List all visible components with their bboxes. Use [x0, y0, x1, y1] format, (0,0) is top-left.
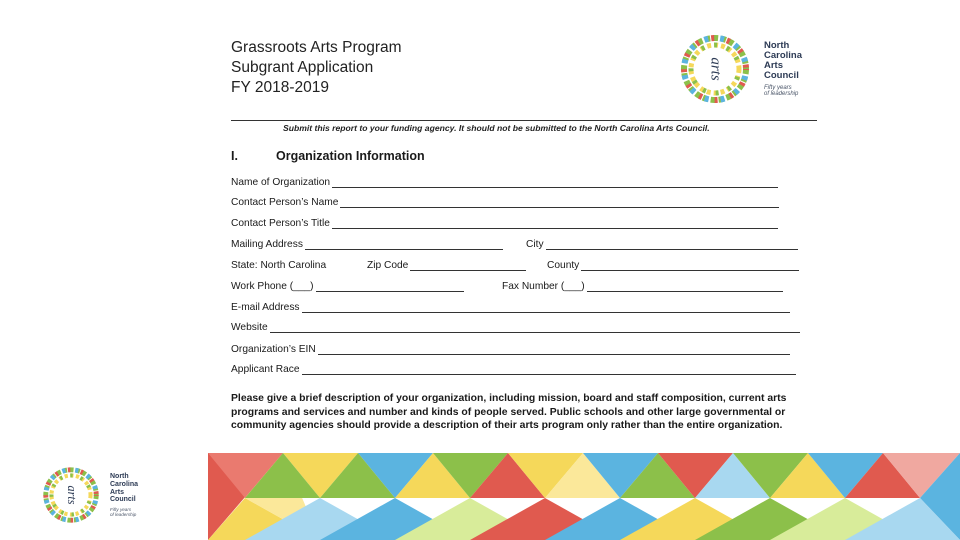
description-instructions: Please give a brief description of your organization, including mission, board and staff composition, current arts programs and services and number and kinds of people served. Public schools and other large governmental or community agencies should provide a description of their arts program only rather than the entire organization.: [231, 393, 787, 431]
contact-name-label: Contact Person’s Name: [231, 197, 339, 208]
zip-field[interactable]: [367, 260, 526, 271]
logo-word-north: North: [764, 39, 790, 51]
footer-logo-wordmark: [110, 473, 138, 516]
document-title: [231, 38, 402, 98]
footer-logo-tagline: [110, 507, 138, 517]
email-field[interactable]: [231, 302, 790, 313]
footer-logo-word-carolina: Carolina: [110, 480, 139, 488]
org-name-label: Name of Organization: [231, 177, 331, 188]
website-field[interactable]: [231, 322, 800, 333]
logo-word-council: Council: [764, 69, 799, 81]
city-field[interactable]: [526, 239, 798, 250]
state-field: [231, 260, 326, 271]
footer-logo-tagline-line-2: of leadership: [110, 511, 137, 517]
footer-logo-word-arts: Arts: [110, 488, 125, 496]
mailing-address-label: Mailing Address: [231, 239, 303, 250]
title-line-program: Grassroots Arts Program: [231, 39, 402, 56]
footer-logo-word-north: North: [110, 473, 129, 481]
ein-blank[interactable]: [318, 346, 790, 355]
work-phone-label: Work Phone (___): [231, 281, 314, 292]
state-label: State: North Carolina: [231, 260, 327, 271]
fax-field[interactable]: [502, 281, 783, 292]
mailing-address-blank[interactable]: [305, 241, 503, 250]
logo-word-arts: Arts: [764, 59, 784, 71]
footer-logo-mark-text: arts: [65, 485, 80, 505]
decorative-triangle-banner: [208, 453, 960, 540]
title-line-fiscal-year: FY 2018-2019: [231, 79, 329, 96]
triangle-pattern: [208, 453, 960, 540]
logo-word-carolina: Carolina: [764, 49, 803, 61]
race-label: Applicant Race: [231, 364, 300, 375]
mailing-address-field[interactable]: [231, 239, 503, 250]
org-name-blank[interactable]: [332, 179, 778, 188]
arts-council-logo: [672, 34, 802, 104]
footer-arts-sunburst-logo-icon: [36, 466, 106, 524]
email-blank[interactable]: [302, 304, 790, 313]
header-divider: [231, 120, 817, 121]
email-label: E-mail Address: [231, 302, 300, 313]
contact-title-field[interactable]: [231, 218, 778, 229]
footer-logo-word-council: Council: [110, 496, 136, 504]
race-blank[interactable]: [302, 366, 796, 375]
race-field[interactable]: [231, 364, 796, 375]
logo-mark-text: arts: [707, 57, 724, 81]
logo-wordmark: [764, 41, 802, 98]
website-label: Website: [231, 322, 268, 333]
section-title: Organization Information: [276, 149, 425, 163]
contact-title-blank[interactable]: [332, 220, 778, 229]
fax-blank[interactable]: [587, 283, 783, 292]
work-phone-blank[interactable]: [316, 283, 464, 292]
ein-field[interactable]: [231, 344, 790, 355]
contact-name-field[interactable]: [231, 197, 779, 208]
title-line-application: Subgrant Application: [231, 59, 374, 76]
city-blank[interactable]: [546, 241, 798, 250]
city-label: City: [526, 239, 544, 250]
contact-title-label: Contact Person’s Title: [231, 218, 330, 229]
section-heading: [231, 149, 425, 163]
fax-label: Fax Number (___): [502, 281, 585, 292]
logo-tagline-line-2: of leadership: [764, 91, 799, 97]
logo-tagline: [764, 85, 802, 98]
zip-blank[interactable]: [410, 262, 526, 271]
submission-notice: Submit this report to your funding agency. It should not be submitted to the North Carolina Arts Council.: [283, 123, 710, 133]
logo-tagline-line-1: Fifty years: [764, 84, 792, 91]
county-label: County: [547, 260, 580, 271]
arts-sunburst-logo-icon: [672, 34, 758, 104]
county-blank[interactable]: [581, 262, 799, 271]
footer-arts-council-logo: [36, 466, 138, 524]
section-number: I.: [231, 149, 238, 163]
ein-label: Organization’s EIN: [231, 344, 316, 355]
county-field[interactable]: [547, 260, 799, 271]
footer-logo-tagline-line-1: Fifty years: [110, 506, 132, 512]
contact-name-blank[interactable]: [340, 199, 779, 208]
work-phone-field[interactable]: [231, 281, 464, 292]
zip-label: Zip Code: [367, 260, 409, 271]
website-blank[interactable]: [270, 324, 800, 333]
org-name-field[interactable]: [231, 177, 778, 188]
